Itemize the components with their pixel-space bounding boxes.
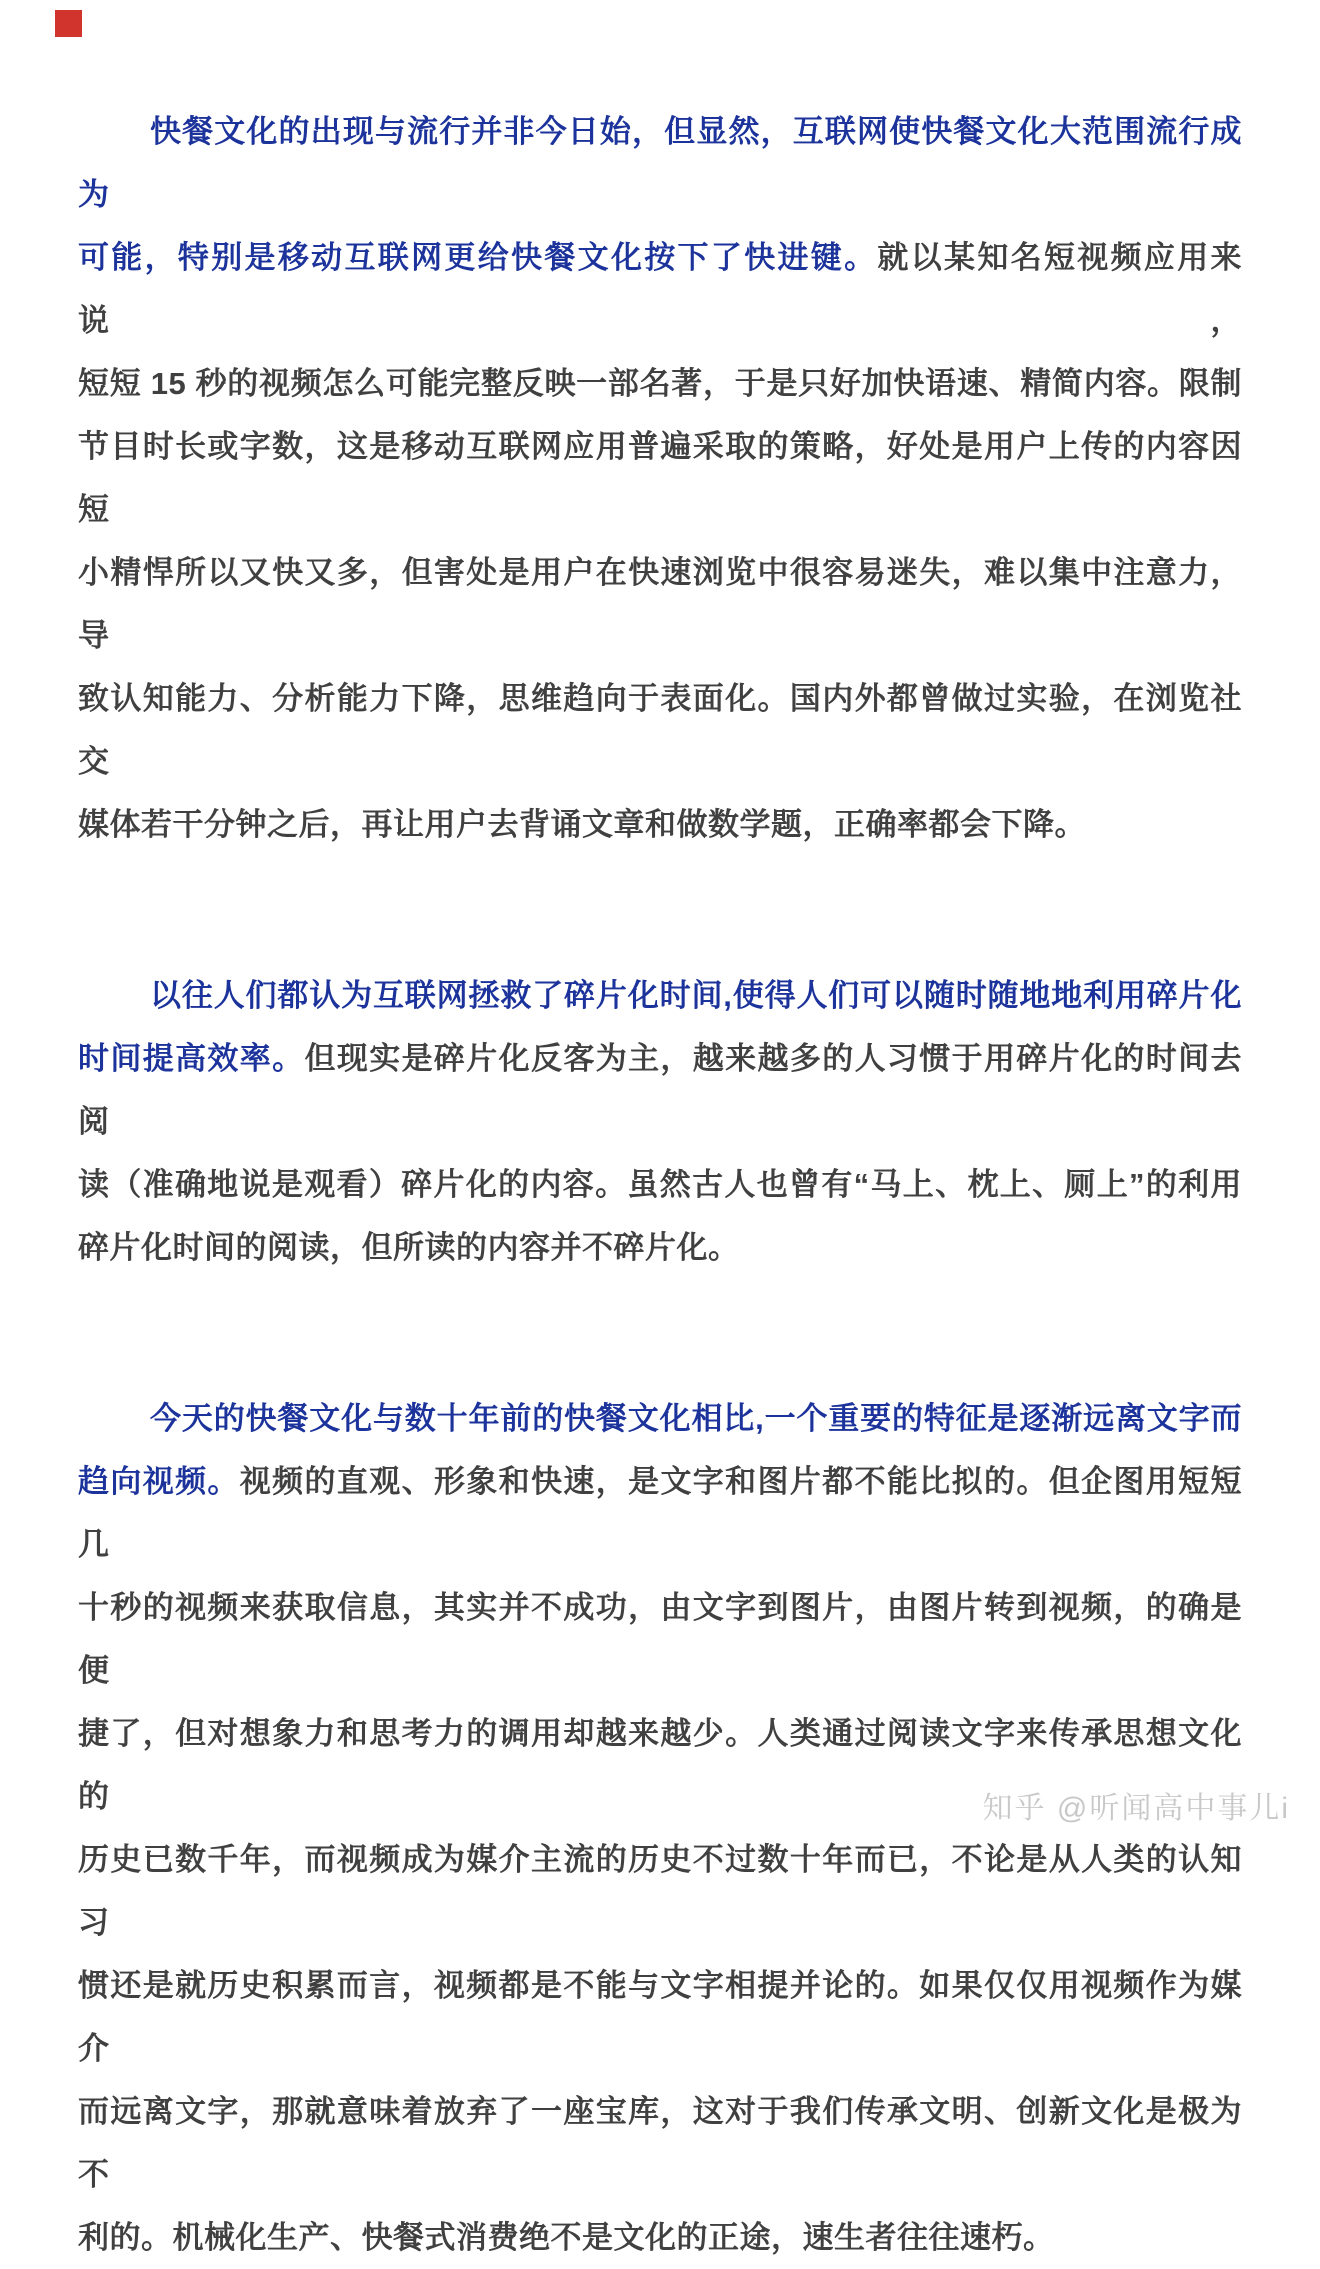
text-line xyxy=(78,415,1242,541)
text-segment: 碎片化时间的阅读，但所读的内容并不碎片化。 xyxy=(78,1230,740,1265)
text-segment: 节目时长或字数，这是移动互联网应用普遍采取的策略，好处是用户上传的内容因短 xyxy=(78,429,1242,527)
text-segment: 十秒的视频来获取信息，其实并不成功，由文字到图片，由图片转到视频，的确是便 xyxy=(78,1590,1242,1688)
text-segment: 媒体若干分钟之后，再让用户去背诵文章和做数学题，正确率都会下降。 xyxy=(78,807,1086,842)
text-line xyxy=(78,964,1242,1027)
text-segment: 而远离文字，那就意味着放弃了一座宝库，这对于我们传承文明、创新文化是极为不 xyxy=(78,2094,1242,2192)
text-line xyxy=(78,1828,1242,1954)
text-segment: 今天的快餐文化与数十年前的快餐文化相比,一个重要的特征是逐渐远离文字而 xyxy=(150,1401,1242,1436)
article-body xyxy=(78,100,1242,2269)
text-line xyxy=(78,2080,1242,2206)
text-segment: 惯还是就历史积累而言，视频都是不能与文字相提并论的。如果仅仅用视频作为媒介 xyxy=(78,1968,1242,2066)
text-segment: 但现实是碎片化反客为主，越来越多的人习惯于用碎片化的时间去阅 xyxy=(78,1041,1242,1139)
watermark-text: 知乎 @听闻高中事儿i xyxy=(982,1792,1290,1825)
text-segment: 时间提高效率。 xyxy=(78,1041,305,1076)
text-line xyxy=(78,1027,1242,1153)
text-segment: 可能，特别是移动互联网更给快餐文化按下了快进键。 xyxy=(78,240,878,275)
text-segment: 短短 15 秒的视频怎么可能完整反映一部名著，于是只好加快语速、精简内容。限制 xyxy=(78,366,1242,401)
text-line xyxy=(78,1153,1242,1216)
text-line xyxy=(78,793,1242,856)
text-line xyxy=(78,226,1242,352)
text-segment: 就以某知名短视频应用来说， xyxy=(78,240,1243,338)
text-segment: 捷了，但对想象力和思考力的调用却越来越少。人类通过阅读文字来传承思想文化的 xyxy=(78,1716,1242,1814)
text-line xyxy=(78,1387,1242,1450)
text-segment: 利的。机械化生产、快餐式消费绝不是文化的正途，速生者往往速朽。 xyxy=(78,2220,1055,2255)
text-line xyxy=(78,352,1242,415)
text-line xyxy=(78,2206,1242,2269)
text-line xyxy=(78,1216,1242,1279)
paragraph xyxy=(78,964,1242,1279)
text-segment: 视频的直观、形象和快速，是文字和图片都不能比拟的。但企图用短短几 xyxy=(78,1464,1243,1562)
text-segment: 趋向视频。 xyxy=(78,1464,240,1499)
text-segment: 读（准确地说是观看）碎片化的内容。虽然古人也曾有“马上、枕上、厕上”的利用 xyxy=(78,1167,1242,1202)
text-segment: 快餐文化的出现与流行并非今日始，但显然，互联网使快餐文化大范围流行成为 xyxy=(78,114,1242,212)
text-line xyxy=(78,1576,1242,1702)
text-segment: 历史已数千年，而视频成为媒介主流的历史不过数十年而已，不论是从人类的认知习 xyxy=(78,1842,1242,1940)
text-line xyxy=(78,1450,1242,1576)
red-corner-marker xyxy=(55,10,82,37)
text-segment: 致认知能力、分析能力下降，思维趋向于表面化。国内外都曾做过实验，在浏览社交 xyxy=(78,681,1242,779)
paragraph xyxy=(78,100,1242,856)
text-segment: 以往人们都认为互联网拯救了碎片化时间,使得人们可以随时随地地利用碎片化 xyxy=(150,978,1242,1013)
text-line xyxy=(78,100,1242,226)
text-segment: 小精悍所以又快又多，但害处是用户在快速浏览中很容易迷失，难以集中注意力，导 xyxy=(78,555,1242,653)
text-line xyxy=(78,667,1242,793)
text-line xyxy=(78,1954,1242,2080)
text-line xyxy=(78,541,1242,667)
